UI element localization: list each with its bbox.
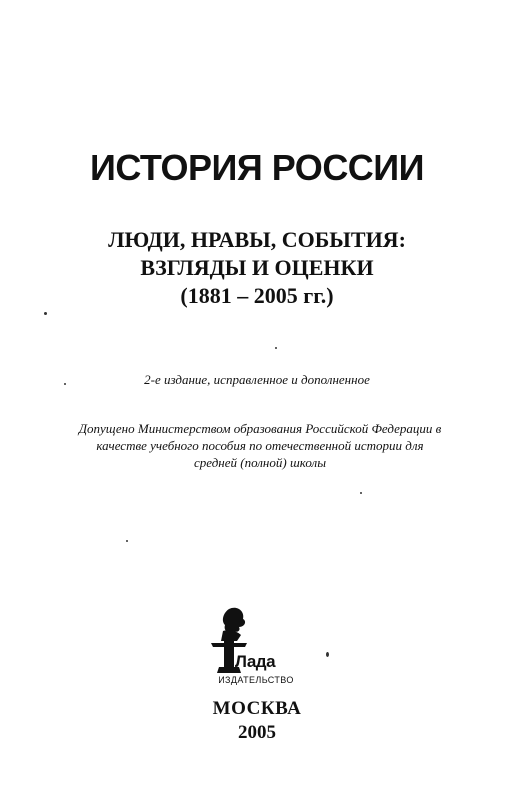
approval-line: Допущено Министерством образования Российской Федерации в bbox=[78, 421, 442, 436]
scan-speck bbox=[44, 312, 47, 315]
approval-line: качестве учебного пособия по отечественной истории для bbox=[96, 438, 424, 453]
scan-speck bbox=[326, 652, 329, 657]
book-title: ИСТОРИЯ РОССИИ bbox=[89, 147, 425, 188]
publisher-name: Лада bbox=[235, 652, 276, 671]
approval-note bbox=[40, 420, 480, 471]
publication-year: 2005 bbox=[238, 722, 276, 743]
scan-speck bbox=[126, 540, 128, 542]
publication-city: МОСКВА bbox=[212, 698, 302, 719]
approval-line: средней (полной) школы bbox=[193, 455, 326, 470]
subtitle-line: (1881 – 2005 гг.) bbox=[180, 283, 334, 308]
edition-note: 2-е издание, исправленное и дополненное bbox=[144, 372, 370, 387]
publisher-logo bbox=[207, 605, 307, 690]
subtitle-line: ВЗГЛЯДЫ И ОЦЕНКИ bbox=[140, 255, 374, 280]
book-subtitle bbox=[0, 226, 514, 310]
scan-speck bbox=[64, 383, 66, 385]
scan-speck bbox=[360, 492, 362, 494]
scan-speck bbox=[275, 347, 277, 349]
publisher-label: ИЗДАТЕЛЬСТВО bbox=[218, 675, 294, 685]
subtitle-line: ЛЮДИ, НРАВЫ, СОБЫТИЯ: bbox=[108, 227, 406, 252]
